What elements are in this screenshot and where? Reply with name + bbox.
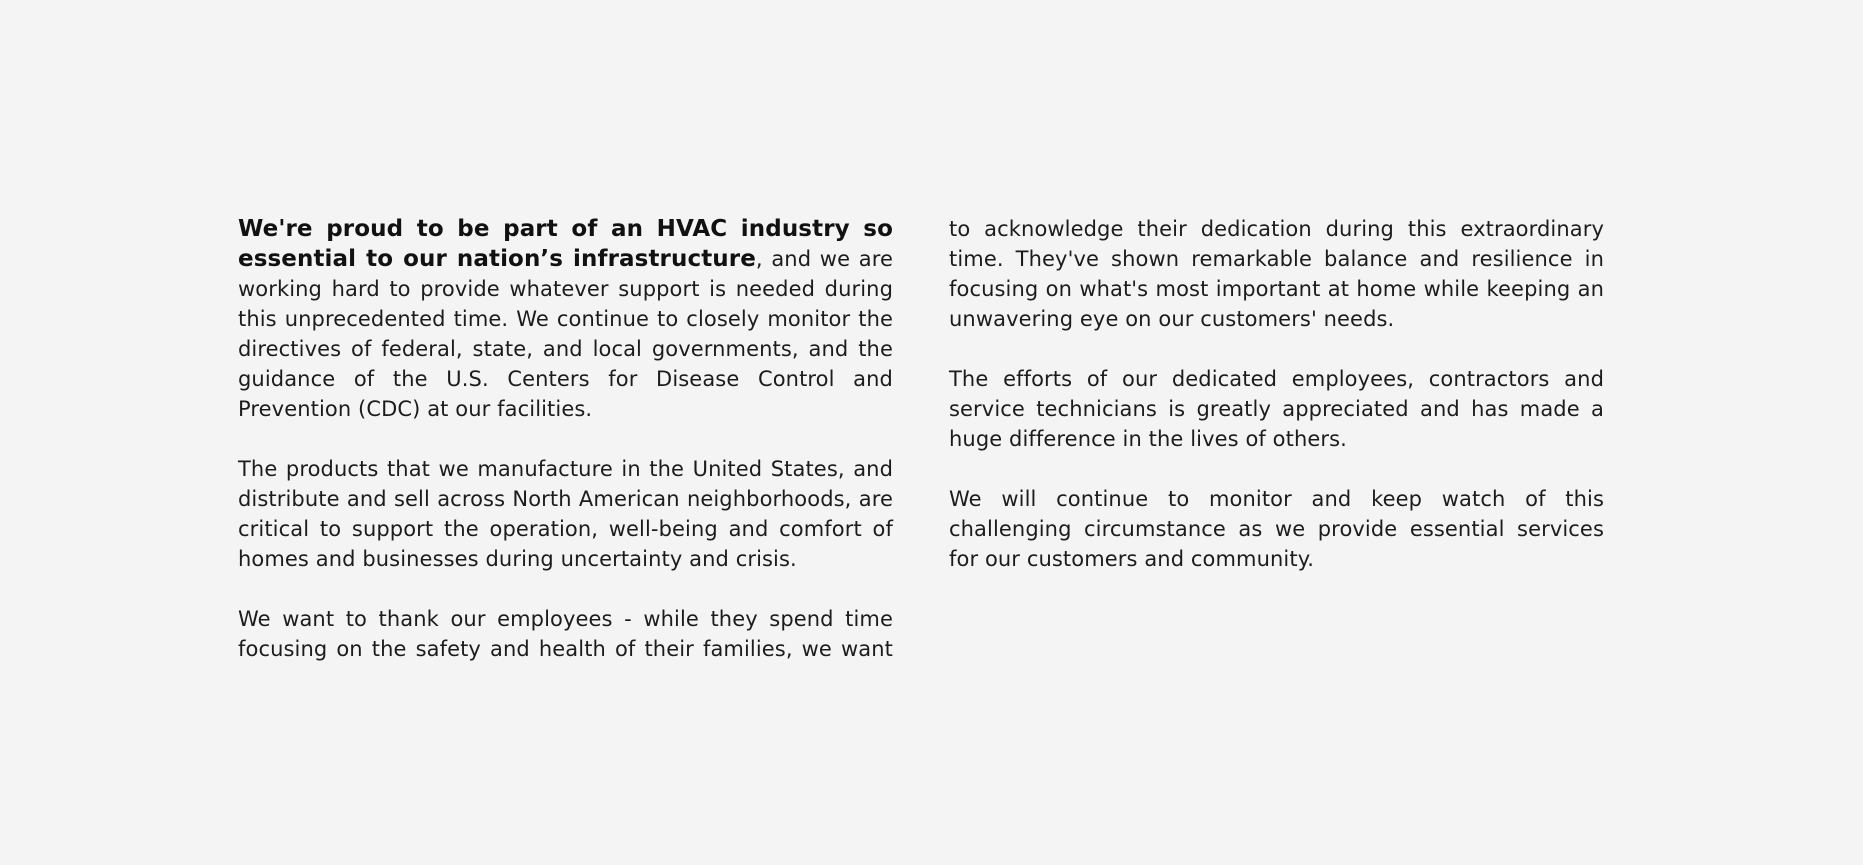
paragraph-employees: We want to thank our employees - while they spend time focusing on the safety and health of their families, we want to acknowledge their dedication during this extraordinary time. They've shown remarkable balance and resilience in focusing on what's most important at home while keeping an unwavering eye on our customers' needs. (238, 217, 1604, 661)
intro-lead-statement: We're proud to be part of an HVAC industry so essential to our nation’s infrastructure (238, 216, 893, 272)
intro-body-text: , and we are working hard to provide whatever support is needed during this unprecedented time. We continue to closely monitor the directives of federal, state, and local governments, and the guidance of the U.S. Centers for Disease Control and Prevention (CDC) at our facilities. (238, 247, 893, 421)
covid-statement-letter (238, 214, 1604, 684)
paragraph-products: The products that we manufacture in the United States, and distribute and sell across North American neighborhoods, are critical to support the operation, well-being and comfort of homes and businesses during uncertainty and crisis. (238, 457, 893, 571)
paragraph-efforts: The efforts of our dedicated employees, contractors and service technicians is greatly appreciated and has made a huge difference in the lives of others. (949, 367, 1604, 451)
paragraph-intro (238, 214, 893, 424)
paragraph-closing: We will continue to monitor and keep watch of this challenging circumstance as we provide essential services for our customers and community. (949, 487, 1604, 571)
